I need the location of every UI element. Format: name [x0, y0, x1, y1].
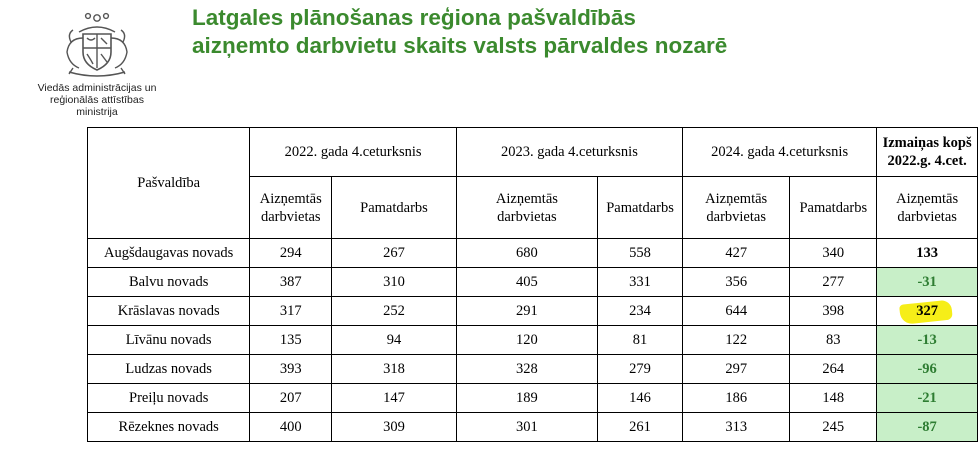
cell-value: 294	[250, 239, 332, 268]
cell-value: 317	[250, 297, 332, 326]
cell-value: 135	[250, 326, 332, 355]
municipality-name: Ludzas novads	[88, 355, 250, 384]
cell-value: 400	[250, 413, 332, 442]
change-value: -21	[877, 384, 978, 413]
cell-value: 398	[790, 297, 877, 326]
ministry-logo	[12, 8, 182, 118]
cell-value: 356	[683, 268, 790, 297]
header-period-2024: 2024. gada 4.ceturksnis	[683, 128, 877, 177]
cell-value: 147	[332, 384, 457, 413]
cell-value: 680	[456, 239, 597, 268]
subheader-occupied-line-2: darbvietas	[897, 208, 957, 225]
subheader-occupied	[250, 177, 332, 239]
cell-value: 313	[683, 413, 790, 442]
subheader-main-job: Pamatdarbs	[332, 177, 457, 239]
table-row	[88, 268, 978, 297]
change-value: -13	[877, 326, 978, 355]
cell-value: 81	[598, 326, 683, 355]
cell-value: 267	[332, 239, 457, 268]
table-row	[88, 239, 978, 268]
subheader-occupied-line-1: Aizņemtās	[705, 190, 768, 207]
cell-value: 387	[250, 268, 332, 297]
table-row	[88, 384, 978, 413]
table-row	[88, 355, 978, 384]
change-value-highlighted	[877, 297, 978, 326]
municipality-name: Balvu novads	[88, 268, 250, 297]
cell-value: 393	[250, 355, 332, 384]
cell-value: 331	[598, 268, 683, 297]
table-row	[88, 297, 978, 326]
cell-value: 120	[456, 326, 597, 355]
change-value: -31	[877, 268, 978, 297]
header-municipality: Pašvaldība	[88, 128, 250, 239]
cell-value: 279	[598, 355, 683, 384]
ministry-name-line-2: reģionālās attīstības	[50, 94, 144, 106]
cell-value: 291	[456, 297, 597, 326]
cell-value: 427	[683, 239, 790, 268]
subheader-occupied-line-2: darbvietas	[706, 208, 766, 225]
cell-value: 309	[332, 413, 457, 442]
title-line-2: aizņemto darbvietu skaits valsts pārvaldes nozarē	[192, 33, 728, 58]
cell-value: 186	[683, 384, 790, 413]
ministry-name	[12, 82, 182, 118]
data-table	[87, 127, 978, 442]
page-title	[192, 4, 972, 60]
cell-value: 261	[598, 413, 683, 442]
cell-value: 310	[332, 268, 457, 297]
cell-value: 234	[598, 297, 683, 326]
change-value: -96	[877, 355, 978, 384]
header-period-2023: 2023. gada 4.ceturksnis	[456, 128, 682, 177]
change-value: -87	[877, 413, 978, 442]
cell-value: 83	[790, 326, 877, 355]
municipality-name: Augšdaugavas novads	[88, 239, 250, 268]
cell-value: 189	[456, 384, 597, 413]
highlight-mark	[916, 302, 938, 320]
subheader-occupied-line-2: darbvietas	[260, 208, 321, 225]
cell-value: 644	[683, 297, 790, 326]
municipality-name: Krāslavas novads	[88, 297, 250, 326]
municipality-name: Preiļu novads	[88, 384, 250, 413]
subheader-occupied-line-1: Aizņemtās	[259, 190, 322, 207]
subheader-occupied	[456, 177, 597, 239]
subheader-occupied-line-2: darbvietas	[497, 208, 557, 225]
title-line-1: Latgales plānošanas reģiona pašvaldībās	[192, 5, 636, 30]
municipality-name: Līvānu novads	[88, 326, 250, 355]
cell-value: 245	[790, 413, 877, 442]
cell-value: 328	[456, 355, 597, 384]
cell-value: 340	[790, 239, 877, 268]
ministry-name-line-1: Viedās administrācijas un	[37, 82, 157, 94]
header-row-periods	[88, 128, 978, 177]
subheader-occupied-line-1: Aizņemtās	[495, 190, 558, 207]
cell-value: 558	[598, 239, 683, 268]
cell-value: 264	[790, 355, 877, 384]
change-value: 133	[877, 239, 978, 268]
cell-value: 94	[332, 326, 457, 355]
cell-value: 252	[332, 297, 457, 326]
cell-value: 318	[332, 355, 457, 384]
header-change-line-1: Izmaiņas kopš	[882, 135, 972, 151]
cell-value: 122	[683, 326, 790, 355]
change-value: 327	[916, 303, 938, 319]
header-period-2022: 2022. gada 4.ceturksnis	[250, 128, 456, 177]
cell-value: 207	[250, 384, 332, 413]
cell-value: 301	[456, 413, 597, 442]
subheader-occupied	[877, 177, 978, 239]
cell-value: 277	[790, 268, 877, 297]
header-change-line-2: 2022.g. 4.cet.	[887, 153, 967, 169]
table-row	[88, 326, 978, 355]
municipality-name: Rēzeknes novads	[88, 413, 250, 442]
subheader-main-job: Pamatdarbs	[790, 177, 877, 239]
cell-value: 297	[683, 355, 790, 384]
subheader-occupied-line-1: Aizņemtās	[896, 190, 959, 207]
cell-value: 146	[598, 384, 683, 413]
subheader-main-job: Pamatdarbs	[598, 177, 683, 239]
ministry-name-line-3: ministrija	[76, 106, 118, 118]
cell-value: 405	[456, 268, 597, 297]
coat-of-arms-icon	[57, 8, 137, 80]
header-change	[877, 128, 978, 177]
cell-value: 148	[790, 384, 877, 413]
subheader-occupied	[683, 177, 790, 239]
table-row	[88, 413, 978, 442]
